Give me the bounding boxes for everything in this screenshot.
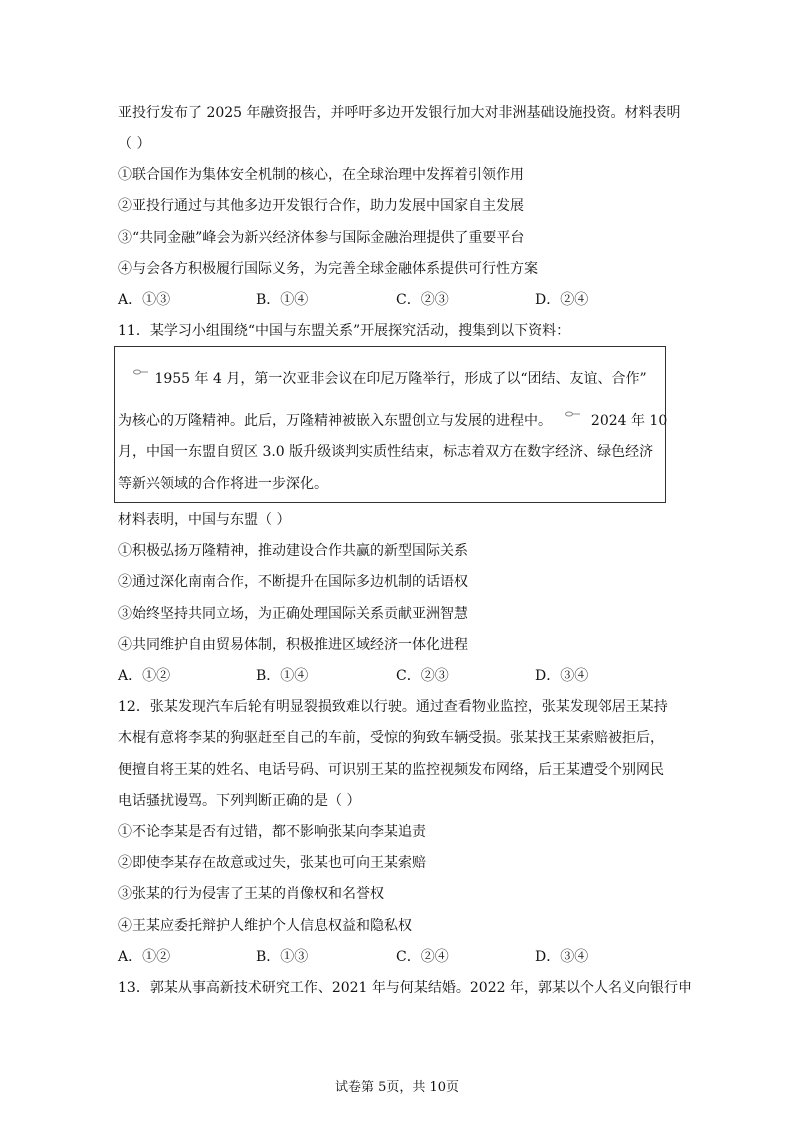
- q11-material-line-1: [132, 370, 647, 388]
- q11-option-b[interactable]: B．①④: [256, 668, 309, 684]
- q11-option-c[interactable]: C．②③: [396, 668, 449, 684]
- q10-option-d[interactable]: D．②④: [535, 292, 589, 308]
- q12-stem-line-4: 电话骚扰谩骂。下列判断正确的是（ ）: [118, 793, 361, 809]
- q12-option-d[interactable]: D．③④: [535, 949, 589, 965]
- page-footer: 试卷第 5页，共 10页: [334, 1080, 460, 1095]
- q11-prompt: 材料表明，中国与东盟（ ）: [118, 512, 291, 528]
- q10-answer-paren: （ ）: [118, 136, 151, 152]
- q10-item-3: ③“共同金融”峰会为新兴经济体参与国际金融治理提供了重要平台: [118, 230, 525, 246]
- q11-stem: 11．某学习小组围绕“中国与东盟关系”开展探究活动，搜集到以下资料：: [118, 323, 571, 339]
- q10-item-4: ④与会各方积极履行国际义务，为完善全球金融体系提供可行性方案: [118, 261, 538, 277]
- q11-item-4: ④共同维护自由贸易体制，积极推进区域经济一体化进程: [118, 637, 468, 653]
- q12-item-1: ①不论李某是否有过错，都不影响张某向李某追责: [118, 824, 426, 840]
- q11-item-1: ①积极弘扬万隆精神，推动建设合作共赢的新型国际关系: [118, 543, 468, 559]
- q12-stem-line-3: 便擅自将王某的姓名、电话号码、可识别王某的监控视频发布网络，后王某遭受个别网民: [118, 762, 664, 778]
- q11-option-d[interactable]: D．③④: [535, 668, 589, 684]
- q10-option-c[interactable]: C．②③: [396, 292, 449, 308]
- q11-option-a[interactable]: A．①②: [118, 668, 171, 684]
- q10-item-2: ②亚投行通过与其他多边开发银行合作，助力发展中国家自主发展: [118, 198, 524, 214]
- q12-option-c[interactable]: C．②④: [396, 949, 449, 965]
- q10-options: [118, 291, 678, 309]
- q13-stem-line-1: 13．郭某从事高新技术研究工作、2021 年与何某结婚。2022 年，郭某以个人名义向银行申: [118, 980, 692, 996]
- q12-item-4: ④王某应委托辩护人维护个人信息权益和隐私权: [118, 918, 412, 934]
- q11-material-line-4: 等新兴领域的合作将进一步深化。: [118, 476, 328, 492]
- q11-material-text-1: 1955 年 4 月，第一次亚非会议在印尼万隆举行，形成了以“团结、友谊、合作”: [154, 371, 647, 387]
- q11-material-line-2: [118, 412, 667, 430]
- q12-stem-line-1: 12．张某发现汽车后轮有明显裂损致难以行驶。通过查看物业监控，张某发现邻居王某持: [118, 699, 668, 715]
- q11-material-text-2b: 2024 年 10: [590, 413, 668, 429]
- bullet-icon: [132, 368, 150, 378]
- q12-item-3: ③张某的行为侵害了王某的肖像权和名誉权: [118, 886, 384, 902]
- q12-options: [118, 948, 678, 966]
- q10-stem-tail: 亚投行发布了 2025 年融资报告，并呼吁多边开发银行加大对非洲基础设施投资。材料表明: [118, 105, 681, 121]
- q12-option-a[interactable]: A．①②: [118, 949, 171, 965]
- q10-option-a[interactable]: A．①③: [118, 292, 171, 308]
- q11-material-line-3: 月，中国一东盟自贸区 3.0 版升级谈判实质性结束，标志着双方在数字经济、绿色经济: [118, 444, 654, 460]
- q10-item-1: ①联合国作为集体安全机制的核心，在全球治理中发挥着引领作用: [118, 167, 524, 183]
- q12-option-b[interactable]: B．①③: [256, 949, 309, 965]
- q11-item-3: ③始终坚持共同立场，为正确处理国际关系贡献亚洲智慧: [118, 606, 468, 622]
- bullet-icon: [564, 410, 582, 420]
- q10-option-b[interactable]: B．①④: [256, 292, 309, 308]
- q12-item-2: ②即使李某存在故意或过失，张某也可向王某索赔: [118, 855, 426, 871]
- q11-options: [118, 667, 678, 685]
- q11-material-text-2a: 为核心的万隆精神。此后，万隆精神被嵌入东盟创立与发展的进程中。: [118, 413, 552, 429]
- q12-stem-line-2: 木棍有意将李某的狗驱赶至自己的车前，受惊的狗致车辆受损。张某找王某索赔被拒后，: [118, 730, 664, 746]
- q11-item-2: ②通过深化南南合作，不断提升在国际多边机制的话语权: [118, 574, 468, 590]
